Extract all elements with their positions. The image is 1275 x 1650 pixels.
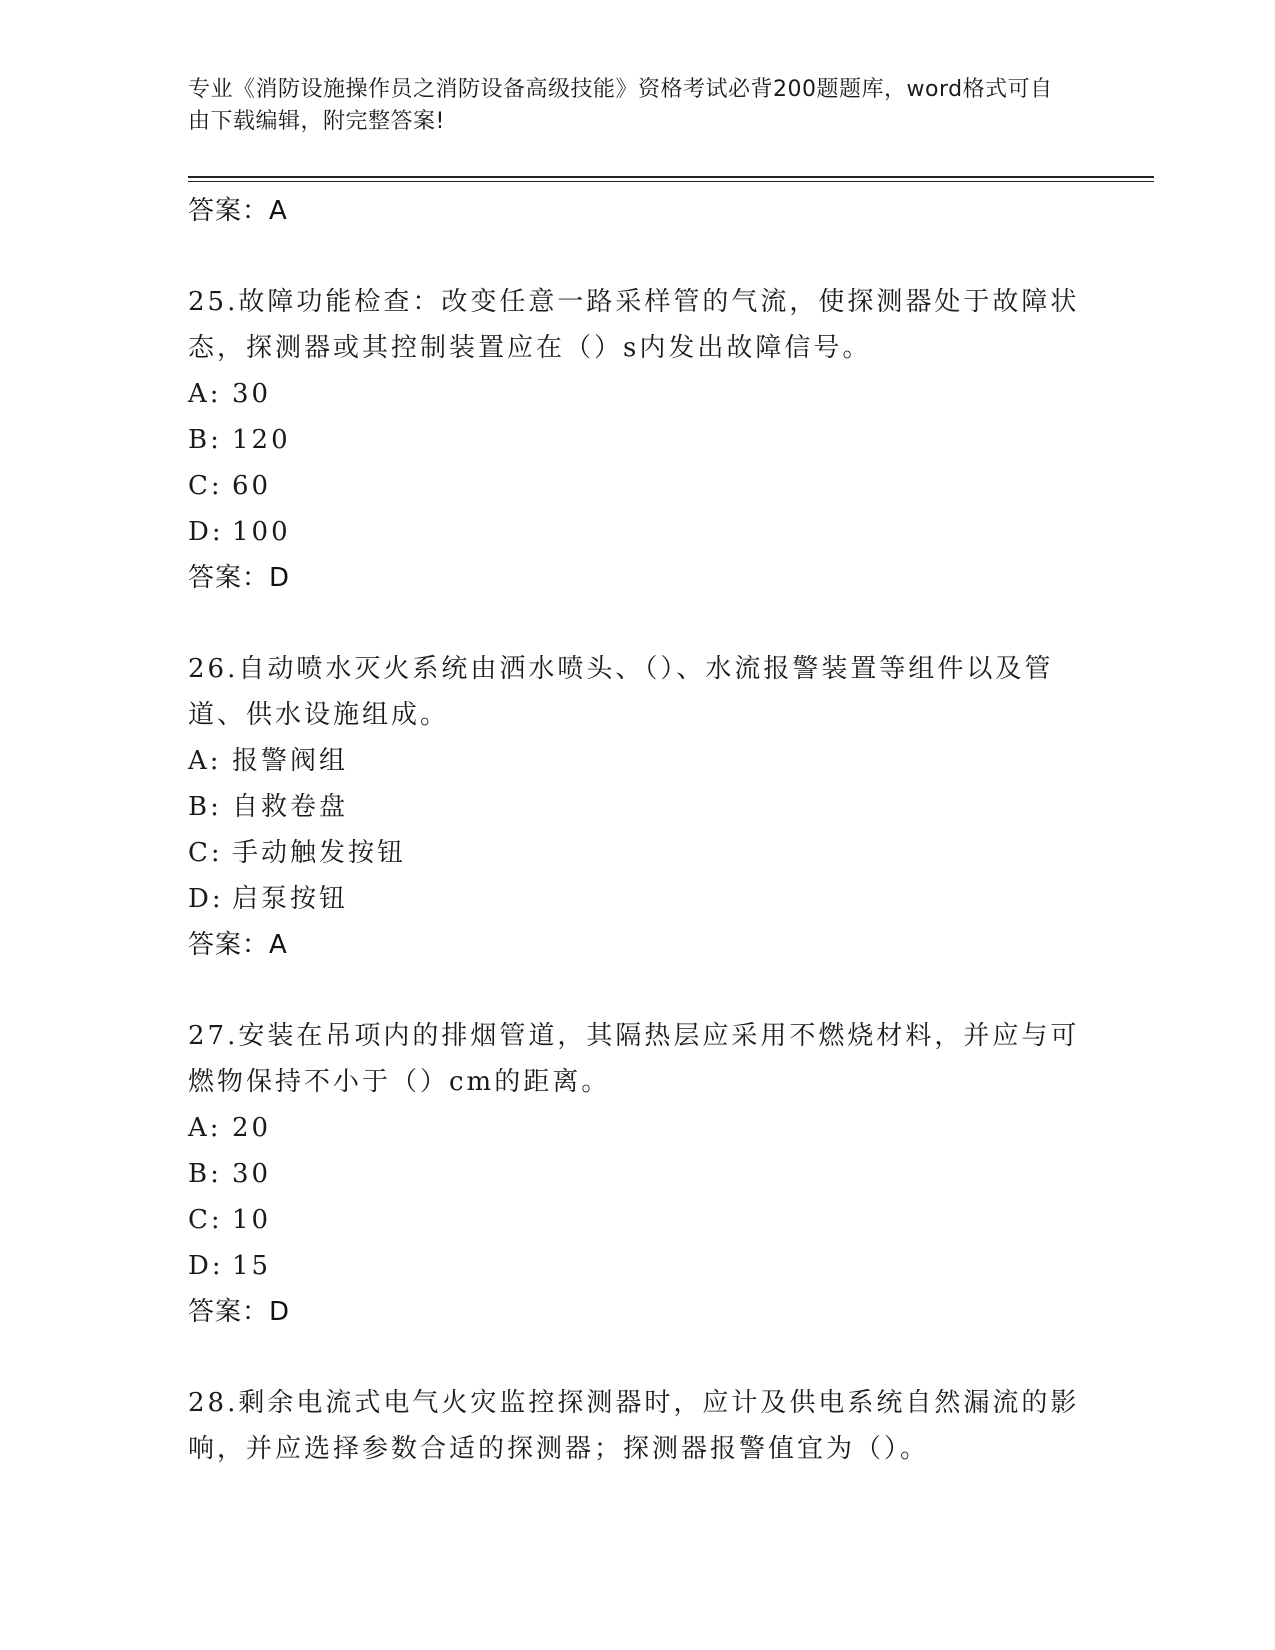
option-label: B: — [188, 1159, 222, 1189]
option-b — [188, 784, 1088, 830]
option-label: D: — [188, 884, 224, 914]
question-27 — [188, 1013, 1088, 1335]
option-a — [188, 738, 1088, 784]
option-label: C: — [188, 838, 223, 868]
option-d — [188, 1243, 1088, 1289]
option-b — [188, 417, 1088, 463]
question-stem: 25.故障功能检查：改变任意一路采样管的气流，使探测器处于故障状态，探测器或其控制装置应在（）s内发出故障信号。 — [188, 287, 1080, 363]
option-text: 手动触发按钮 — [232, 838, 407, 868]
option-text: 30 — [232, 379, 272, 409]
option-d — [188, 509, 1088, 555]
option-label: C: — [188, 471, 223, 501]
question-stem: 27.安装在吊项内的排烟管道，其隔热层应采用不燃烧材料，并应与可燃物保持不小于（）cm的距离。 — [188, 1021, 1080, 1097]
option-text: 自救卷盘 — [232, 792, 349, 822]
question-25 — [188, 279, 1088, 601]
option-text: 60 — [232, 471, 272, 501]
option-text: 报警阀组 — [232, 746, 349, 776]
option-label: A: — [188, 1113, 222, 1143]
option-text: 启泵按钮 — [232, 884, 349, 914]
option-label: B: — [188, 792, 222, 822]
option-text: 15 — [232, 1251, 272, 1281]
option-text: 10 — [232, 1205, 272, 1235]
option-c — [188, 1197, 1088, 1243]
option-text: 20 — [232, 1113, 272, 1143]
question-28 — [188, 1380, 1088, 1472]
option-text: 30 — [232, 1159, 272, 1189]
option-label: A: — [188, 746, 222, 776]
option-a — [188, 371, 1088, 417]
option-d — [188, 876, 1088, 922]
answer-line: 答案：D — [188, 563, 291, 593]
page-header: 专业《消防设施操作员之消防设备高级技能》资格考试必背200题题库，word格式可自由下载编辑，附完整答案! — [188, 77, 1053, 134]
answer-line: 答案：D — [188, 1297, 291, 1327]
option-label: A: — [188, 379, 222, 409]
option-text: 120 — [232, 425, 291, 455]
option-label: B: — [188, 425, 222, 455]
option-label: D: — [188, 517, 224, 547]
question-26 — [188, 646, 1088, 968]
option-text: 100 — [232, 517, 291, 547]
question-stem: 26.自动喷水灭火系统由洒水喷头、（）、水流报警装置等组件以及管道、供水设施组成。 — [188, 654, 1054, 730]
answer-line: 答案：A — [188, 930, 288, 960]
option-label: C: — [188, 1205, 223, 1235]
option-c — [188, 463, 1088, 509]
answer-line: 答案：A — [188, 196, 288, 226]
option-label: D: — [188, 1251, 224, 1281]
question-list — [188, 188, 1088, 1472]
option-a — [188, 1105, 1088, 1151]
header-divider-thin — [188, 181, 1154, 182]
option-b — [188, 1151, 1088, 1197]
header-divider-thick — [188, 176, 1154, 178]
question-stem: 28.剩余电流式电气火灾监控探测器时，应计及供电系统自然漏流的影响，并应选择参数合适的探测器；探测器报警值宜为（）。 — [188, 1388, 1080, 1464]
option-c — [188, 830, 1088, 876]
